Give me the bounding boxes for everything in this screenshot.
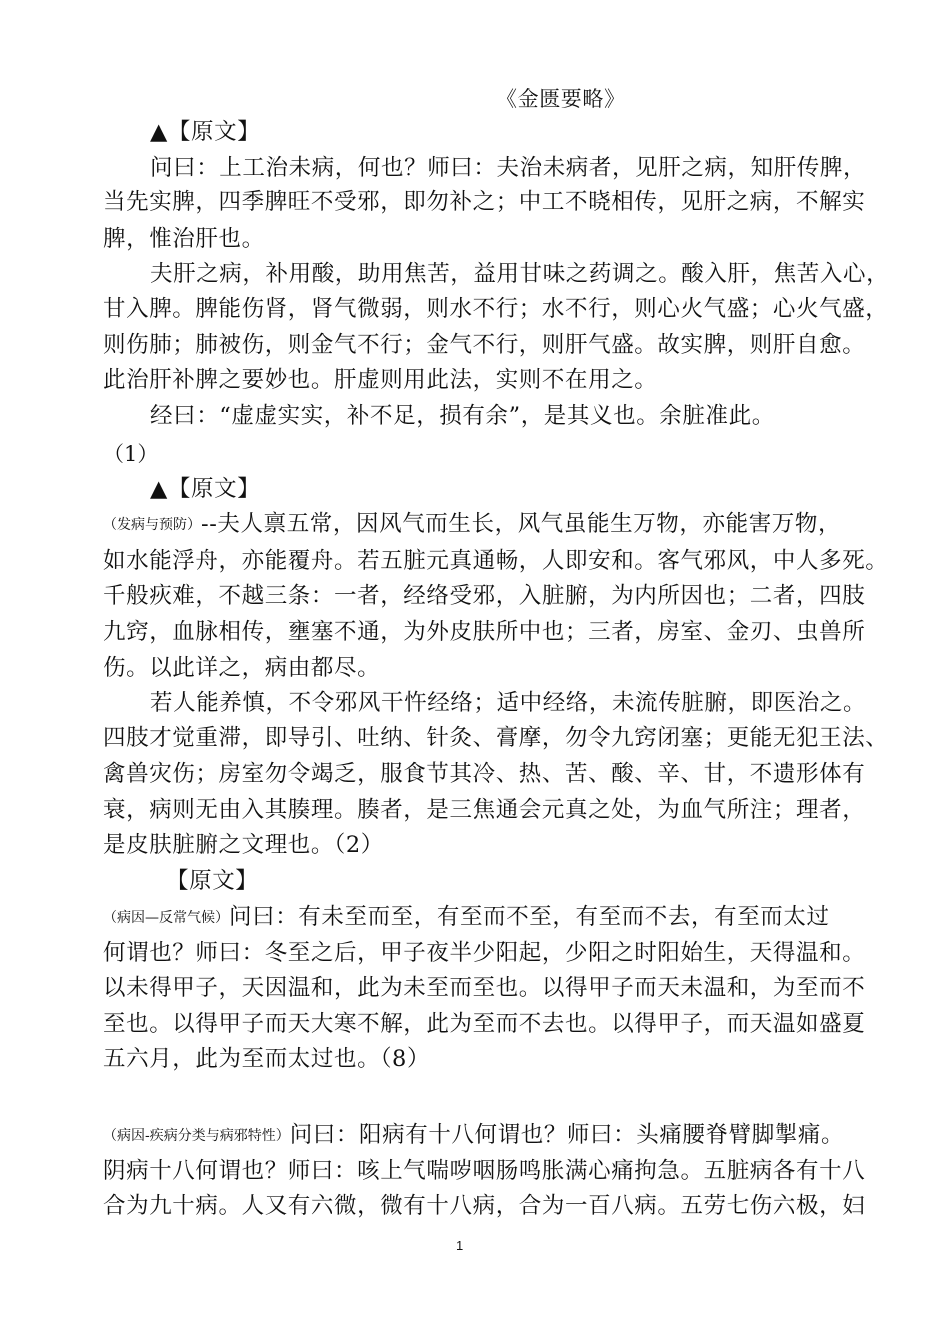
text-line: 何谓也？师曰：冬至之后，甲子夜半少阳起，少阳之时阳始生，天得温和。: [103, 940, 866, 966]
text-line: 千般疢难，不越三条：一者，经络受邪，入脏腑，为内所因也；二者，四肢: [103, 583, 866, 609]
text-line: 问曰：上工治未病，何也？师曰：夫治未病者，见肝之病，知肝传脾，: [150, 155, 867, 181]
text-span: --夫人禀五常，因风气而生长，风气虽能生万物，亦能害万物，: [201, 511, 842, 537]
section-heading: 【原文】: [166, 868, 259, 894]
text-line: 禽兽灾伤；房室勿令竭乏，服食节其冷、热、苦、酸、辛、甘，不遗形体有: [103, 761, 866, 787]
text-line: [103, 509, 841, 540]
page-number: 1: [456, 1238, 464, 1253]
text-line: 九窍，血脉相传，壅塞不通，为外皮肤所中也；三者，房室、金刃、虫兽所: [103, 619, 866, 645]
text-line: 则伤肺；肺被伤，则金气不行；金气不行，则肝气盛。故实脾，则肝自愈。: [103, 332, 866, 358]
text-line: 若人能养慎，不令邪风干忤经络；适中经络，未流传脏腑，即医治之。: [150, 690, 867, 716]
section-tag: （病因—反常气候）: [103, 910, 229, 926]
text-line: 以未得甲子，天因温和，此为未至而至也。以得甲子而天未温和，为至而不: [103, 975, 866, 1001]
text-line: 五六月，此为至而太过也。（8）: [103, 1046, 431, 1072]
section-heading: ▲【原文】: [150, 476, 261, 502]
text-line: 此治肝补脾之要妙也。肝虚则用此法，实则不在用之。: [103, 367, 658, 393]
text-line: 合为九十病。人又有六微，微有十八病，合为一百八病。五劳七伤六极，妇: [103, 1193, 866, 1219]
text-line: 甘入脾。脾能伤肾，肾气微弱，则水不行；水不行，则心火气盛；心火气盛，: [103, 296, 889, 322]
section-tag: （发病与预防）: [103, 517, 201, 533]
text-line: 阴病十八何谓也？师曰：咳上气喘哕咽肠鸣胀满心痛拘急。五脏病各有十八: [103, 1158, 866, 1184]
text-line: 四肢才觉重滞，即导引、吐纳、针灸、膏摩，勿令九窍闭塞；更能无犯王法、: [103, 725, 889, 751]
text-line: 是皮肤脏腑之文理也。（2）: [103, 832, 384, 858]
text-line: [103, 1120, 844, 1151]
section-tag: （病因-疾病分类与病邪特性）: [103, 1128, 290, 1144]
text-line: [103, 902, 830, 933]
text-span: 问曰：阳病有十八何谓也？师曰：头痛腰脊臂脚掣痛。: [289, 1122, 845, 1148]
text-line: 伤。以此详之，病由都尽。: [103, 655, 381, 681]
text-line: 至也。以得甲子而天大寒不解，此为至而不去也。以得甲子，而天温如盛夏: [103, 1011, 866, 1037]
text-line: 脾，惟治肝也。: [103, 226, 265, 252]
document-title: 《金匮要略》: [496, 87, 626, 111]
text-line: 经曰：“虚虚实实，补不足，损有余”，是其义也。余脏准此。: [150, 403, 775, 429]
text-line: 衰，病则无由入其腠理。腠者，是三焦通会元真之处，为血气所注；理者，: [103, 797, 866, 823]
text-line: 如水能浮舟，亦能覆舟。若五脏元真通畅，人即安和。客气邪风，中人多死。: [103, 548, 889, 574]
section-number: （1）: [103, 442, 159, 466]
text-span: 问曰：有未至而至，有至而不至，有至而不去，有至而太过: [229, 904, 830, 930]
text-line: 夫肝之病，补用酸，助用焦苦，益用甘味之药调之。酸入肝，焦苦入心，: [150, 261, 890, 287]
text-line: 当先实脾，四季脾旺不受邪，即勿补之；中工不晓相传，见肝之病，不解实: [103, 189, 866, 215]
section-heading: ▲【原文】: [150, 119, 261, 145]
